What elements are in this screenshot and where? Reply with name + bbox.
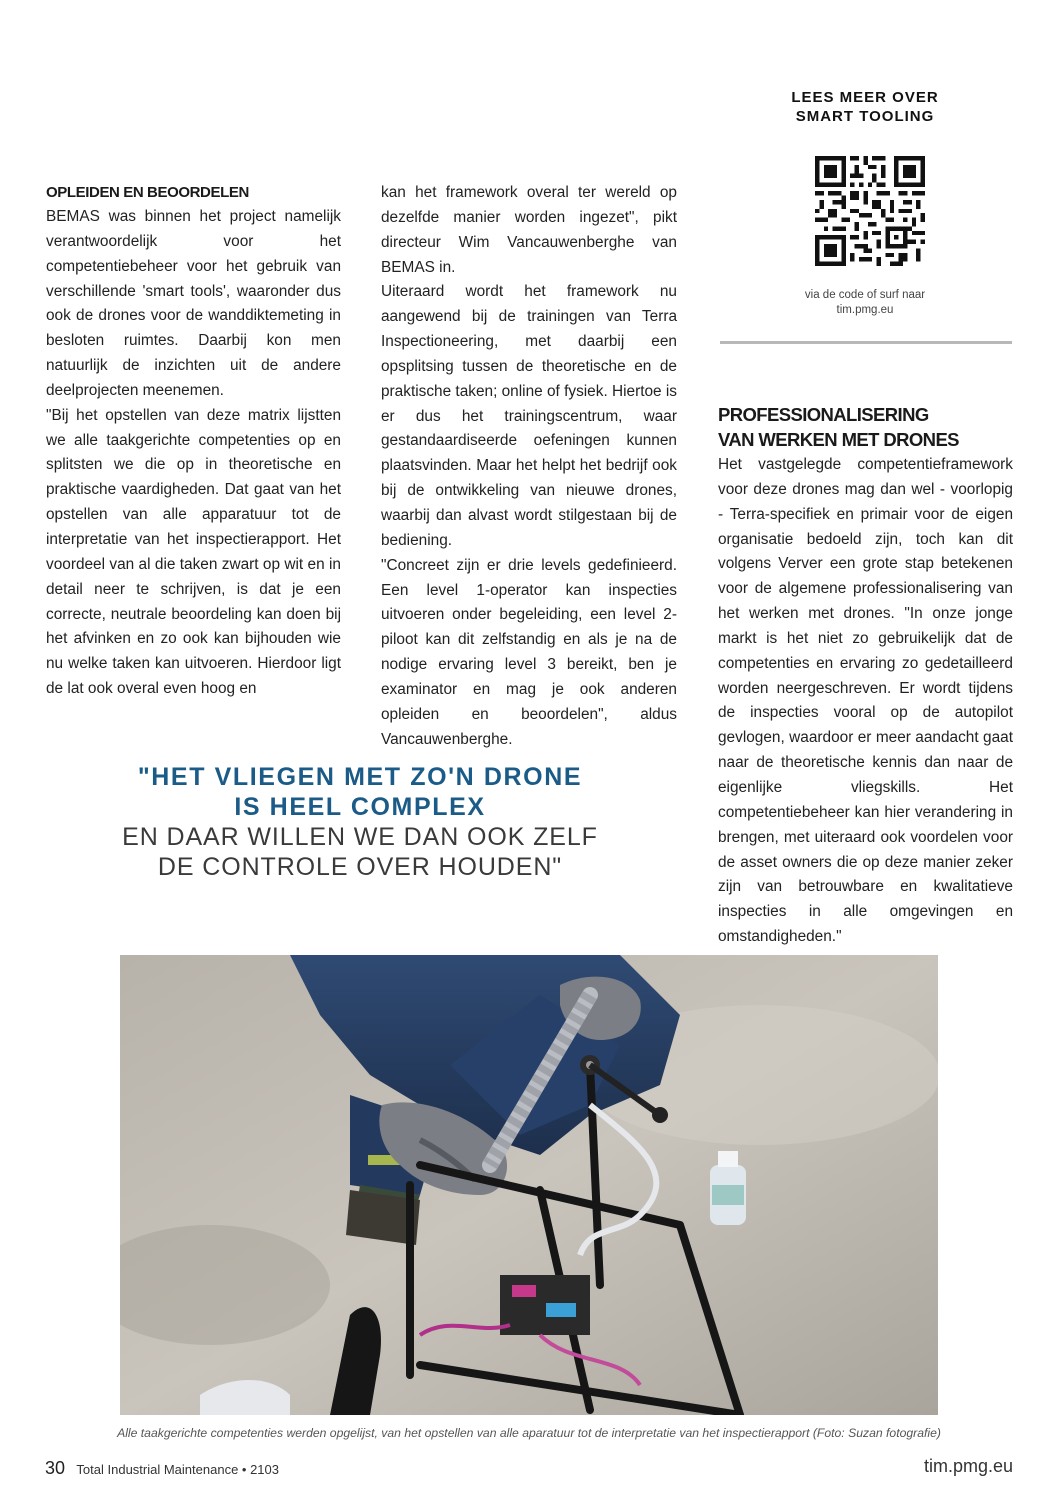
article-column-3 bbox=[718, 402, 1013, 950]
sidebar-heading-line-1: LEES MEER OVER bbox=[791, 89, 939, 106]
article-paragraph: BEMAS was binnen het project namelijk verantwoordelijk voor het competentiebeheer voor het gebruik van verschillende 'smart tools', waaronder dus ook de drones voor de wanddiktemeting in besloten ruimtes. Daarbij kon men natuurlijk de inzichten uit de andere deelprojecten meenemen. bbox=[46, 208, 341, 399]
sidebar-heading-line-2: SMART TOOLING bbox=[795, 108, 935, 125]
pull-quote bbox=[100, 762, 620, 882]
section-heading-line-2: VAN WERKEN MET DRONES bbox=[718, 429, 959, 450]
photo-caption: Alle taakgerichte competenties werden opgelijst, van het opstellen van alle aparatuur tot de interpretatie van het inspectierapport (Foto: Suzan fotografie) bbox=[117, 1426, 941, 1440]
pull-quote-bold-line-1: "HET VLIEGEN MET ZO'N DRONE bbox=[137, 763, 583, 791]
qr-caption-line-1: via de code of surf naar bbox=[804, 289, 926, 301]
section-heading-line-1: PROFESSIONALISERING bbox=[718, 404, 929, 425]
page-number: 30 bbox=[45, 1458, 66, 1478]
article-paragraph: Het vastgelegde competentieframework voor deze drones mag dan wel - voorlopig - Terra-specifiek en primair voor de eigen organisatie bedoeld zijn, toch kan dit volgens Verver een grote stap betekenen voor de algemene professionalisering van het werken met drones. "In onze jonge markt is het niet zo gebruikelijk dat de competenties en ervaring zo gedetailleerd worden neergeschreven. Er wordt tijdens de inspecties vooral op de autopilot gevlogen, waardoor er meer aandacht gaat naar de theoretische kennis dan naar de eigenlijke vliegskills. Het competentiebeheer kan hier verandering in brengen, met uiteraard ook voordelen voor de asset owners die op deze manier zeker zijn van betrouwbare en kwalitatieve inspecties in alle omgevingen en omstandigheden." bbox=[718, 456, 1013, 946]
footer-publication-info bbox=[45, 1458, 279, 1479]
article-column-1 bbox=[46, 181, 341, 702]
footer-website-link[interactable]: tim.pmg.eu bbox=[923, 1456, 1013, 1476]
article-photo bbox=[120, 955, 938, 1415]
pull-quote-line-3: EN DAAR WILLEN WE DAN OOK ZELF bbox=[122, 823, 598, 851]
article-paragraph: "Concreet zijn er drie levels gedefinieerd. Een level 1-operator kan inspecties uitvoeren onder begeleiding, een level 2-piloot kan dit zelfstandig en als je na de nodige ervaring level 3 bereikt, ben je examinator en mag je ook anderen opleiden en beoordelen", aldus Vancauwenberghe. bbox=[381, 556, 677, 748]
section-heading: OPLEIDEN EN BEOORDELEN bbox=[46, 184, 249, 201]
article-paragraph: "Bij het opstellen van deze matrix lijstten we alle taakgerichte competenties op en splitsten we die op in theoretische en praktische vaardigheden. Dat gaat van het opstellen van alle apparatuur tot de interpretatie van het inspectierapport. Het voordeel van al die taken zwart op wit en in detail neer te schrijven, is dat je een correcte, neutrale beoordeling kan doen bij het afvinken en zo ook kan bijhouden wie nu welke taken kan uitvoeren. Hierdoor ligt de lat ook overal even hoog en bbox=[46, 406, 341, 698]
qr-code[interactable] bbox=[815, 156, 925, 266]
qr-caption bbox=[760, 288, 970, 318]
pull-quote-line-4: DE CONTROLE OVER HOUDEN" bbox=[157, 853, 563, 881]
article-paragraph: kan het framework overal ter wereld op dezelfde manier worden ingezet", pikt directeur Wim Vancauwenberghe van BEMAS in. bbox=[381, 184, 677, 276]
sidebar-divider bbox=[720, 341, 1012, 344]
sidebar-heading bbox=[760, 88, 970, 126]
publication-name: Total Industrial Maintenance • 2103 bbox=[76, 1462, 279, 1477]
section-heading bbox=[718, 402, 1013, 452]
pull-quote-bold-line-2: IS HEEL COMPLEX bbox=[234, 793, 486, 821]
article-paragraph: Uiteraard wordt het framework nu aangewend bij de trainingen van Terra Inspectioneering, met daarbij een opsplitsing tussen de theoretische en de praktische taken; online of fysiek. Hiertoe is er dus het trainingscentrum, waar gestandaardiseerde oefeningen kunnen plaatsvinden. Maar het helpt het bedrijf ook bij de ontwikkeling van nieuwe drones, waarbij dan alvast wordt stilgestaan bij de bediening. bbox=[381, 283, 677, 549]
article-column-2 bbox=[381, 181, 677, 752]
qr-caption-url[interactable]: tim.pmg.eu bbox=[836, 304, 894, 316]
